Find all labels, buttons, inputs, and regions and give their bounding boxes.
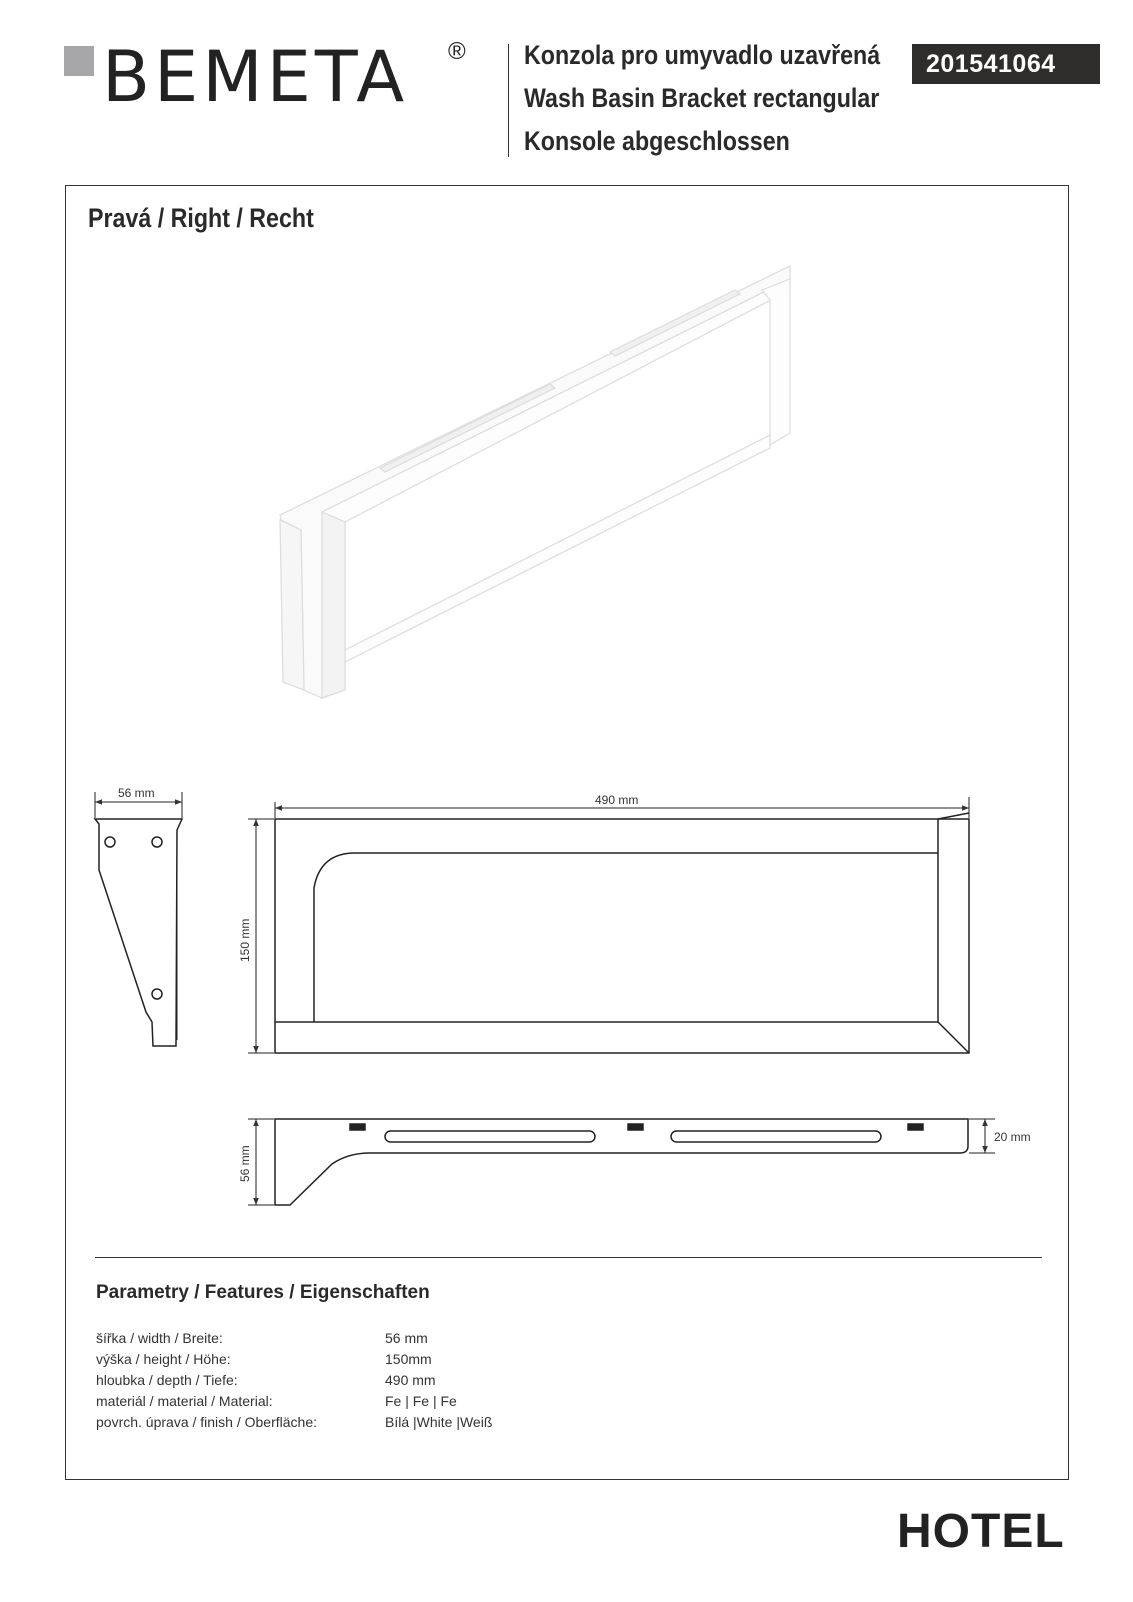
logo-wordmark: BEMETA [102,36,409,118]
spec-depth-value: 490 mm [385,1372,436,1388]
spec-height-value: 150mm [385,1351,432,1367]
title-en: Wash Basin Bracket rectangular [524,83,880,113]
variant-label: Pravá / Right / Recht [88,203,314,233]
bracket-3d-render [280,266,790,698]
dim-top-depth: 56 mm [238,1145,252,1182]
dim-front-width: 490 mm [595,793,639,807]
spec-width-label: šířka / width / Breite: [96,1330,223,1346]
dim-top-thickness: 20 mm [994,1130,1031,1144]
title-cz: Konzola pro umyvadlo uzavřená [524,40,881,70]
spec-width-value: 56 mm [385,1330,428,1346]
spec-finish-value: Bílá |White |Weiß [385,1414,493,1430]
registered-mark: ® [448,38,466,65]
features-title: Parametry / Features / Eigenschaften [96,1282,430,1303]
spec-material-value: Fe | Fe | Fe [385,1393,457,1409]
spec-height-label: výška / height / Höhe: [96,1351,231,1367]
top-view-drawing [248,1119,995,1205]
spec-finish-label: povrch. úprava / finish / Oberfläche: [96,1414,317,1430]
product-code-badge: 201541064 [912,44,1100,84]
features-divider [95,1257,1042,1258]
dim-side-width: 56 mm [118,786,155,800]
front-view-drawing [248,797,969,1053]
collection-name: HOTEL [897,1505,1065,1558]
side-view-drawing [95,792,182,1046]
dim-front-height: 150 mm [238,918,252,962]
spec-material-label: materiál / material / Material: [96,1393,273,1409]
spec-depth-label: hloubka / depth / Tiefe: [96,1372,238,1388]
title-de: Konsole abgeschlossen [524,126,790,156]
